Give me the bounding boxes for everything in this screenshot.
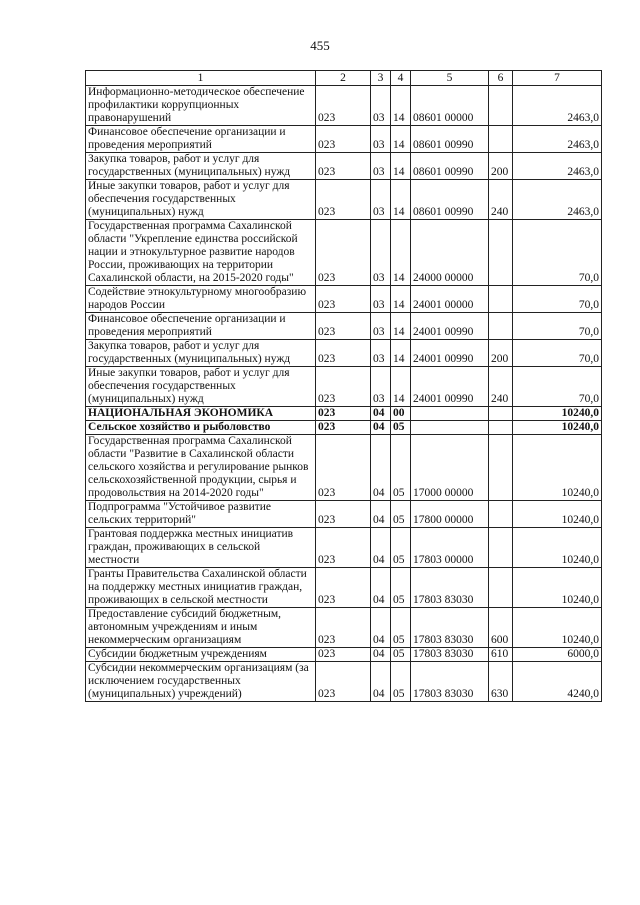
header-cell: 3 (371, 71, 391, 86)
cell-target-article: 24001 00990 (411, 367, 489, 407)
row-name: Государственная программа Сахалинской области "Развитие в Сахалинской области сельского хозяйства и регулирование рынков сельскохозяйственной продукции, сырья и продовольствия на 2014-2020 годы" (86, 435, 316, 501)
cell-amount: 70,0 (513, 220, 602, 286)
cell-section: 03 (371, 313, 391, 340)
cell-subsection: 14 (391, 286, 411, 313)
row-name: Закупка товаров, работ и услуг для государственных (муниципальных) нужд (86, 153, 316, 180)
cell-target-article: 24001 00990 (411, 313, 489, 340)
cell-section: 04 (371, 528, 391, 568)
cell-expense-type (489, 501, 513, 528)
cell-amount: 6000,0 (513, 648, 602, 662)
cell-target-article: 24000 00000 (411, 220, 489, 286)
cell-subsection: 05 (391, 501, 411, 528)
cell-subsection: 14 (391, 153, 411, 180)
cell-subsection: 05 (391, 435, 411, 501)
cell-section: 03 (371, 126, 391, 153)
cell-ministry-code: 023 (316, 153, 371, 180)
table-row (86, 528, 602, 568)
cell-amount: 70,0 (513, 340, 602, 367)
cell-ministry-code: 023 (316, 220, 371, 286)
cell-target-article: 17803 83030 (411, 608, 489, 648)
row-name: Информационно-методическое обеспечение профилактики коррупционных правонарушений (86, 86, 316, 126)
cell-ministry-code: 023 (316, 648, 371, 662)
cell-subsection: 05 (391, 648, 411, 662)
cell-amount: 2463,0 (513, 126, 602, 153)
row-name: Иные закупки товаров, работ и услуг для обеспечения государственных (муниципальных) нужд (86, 367, 316, 407)
cell-subsection: 05 (391, 608, 411, 648)
cell-section: 04 (371, 648, 391, 662)
cell-subsection: 05 (391, 568, 411, 608)
cell-section: 04 (371, 407, 391, 421)
cell-section: 03 (371, 86, 391, 126)
header-row (86, 71, 602, 86)
cell-ministry-code: 023 (316, 421, 371, 435)
cell-expense-type (489, 86, 513, 126)
page-number: 455 (310, 38, 330, 53)
cell-expense-type (489, 126, 513, 153)
cell-amount: 2463,0 (513, 86, 602, 126)
cell-amount: 10240,0 (513, 528, 602, 568)
cell-subsection: 05 (391, 662, 411, 702)
cell-amount: 10240,0 (513, 568, 602, 608)
cell-expense-type (489, 528, 513, 568)
table-row (86, 153, 602, 180)
cell-ministry-code: 023 (316, 180, 371, 220)
cell-amount: 2463,0 (513, 153, 602, 180)
cell-ministry-code: 023 (316, 126, 371, 153)
cell-expense-type: 240 (489, 180, 513, 220)
cell-section: 03 (371, 153, 391, 180)
cell-amount: 70,0 (513, 286, 602, 313)
cell-subsection: 14 (391, 86, 411, 126)
cell-ministry-code: 023 (316, 568, 371, 608)
cell-target-article: 17000 00000 (411, 435, 489, 501)
cell-target-article: 17803 00000 (411, 528, 489, 568)
cell-ministry-code: 023 (316, 340, 371, 367)
cell-expense-type: 200 (489, 340, 513, 367)
row-name: НАЦИОНАЛЬНАЯ ЭКОНОМИКА (86, 407, 316, 421)
cell-amount: 2463,0 (513, 180, 602, 220)
cell-section: 03 (371, 180, 391, 220)
cell-ministry-code: 023 (316, 608, 371, 648)
header-cell: 7 (513, 71, 602, 86)
row-name: Подпрограмма "Устойчивое развитие сельских территорий" (86, 501, 316, 528)
cell-subsection: 14 (391, 126, 411, 153)
cell-subsection: 05 (391, 421, 411, 435)
row-name: Субсидии бюджетным учреждениям (86, 648, 316, 662)
cell-target-article: 24001 00990 (411, 340, 489, 367)
cell-target-article: 17803 83030 (411, 568, 489, 608)
cell-section: 04 (371, 608, 391, 648)
cell-target-article: 08601 00990 (411, 126, 489, 153)
cell-amount: 10240,0 (513, 501, 602, 528)
cell-expense-type (489, 407, 513, 421)
cell-target-article: 17800 00000 (411, 501, 489, 528)
table-row (86, 180, 602, 220)
cell-expense-type (489, 568, 513, 608)
header-cell: 1 (86, 71, 316, 86)
header-cell: 2 (316, 71, 371, 86)
row-name: Закупка товаров, работ и услуг для государственных (муниципальных) нужд (86, 340, 316, 367)
cell-subsection: 14 (391, 340, 411, 367)
cell-ministry-code: 023 (316, 528, 371, 568)
cell-section: 04 (371, 501, 391, 528)
cell-ministry-code: 023 (316, 435, 371, 501)
cell-ministry-code: 023 (316, 313, 371, 340)
cell-section: 04 (371, 568, 391, 608)
cell-target-article: 08601 00000 (411, 86, 489, 126)
cell-target-article (411, 421, 489, 435)
cell-ministry-code: 023 (316, 501, 371, 528)
cell-expense-type: 200 (489, 153, 513, 180)
budget-table (85, 70, 602, 702)
cell-expense-type (489, 435, 513, 501)
cell-subsection: 14 (391, 220, 411, 286)
cell-section: 04 (371, 421, 391, 435)
row-name: Сельское хозяйство и рыболовство (86, 421, 316, 435)
table-row (86, 648, 602, 662)
cell-expense-type: 600 (489, 608, 513, 648)
cell-ministry-code: 023 (316, 662, 371, 702)
row-name: Финансовое обеспечение организации и проведения мероприятий (86, 313, 316, 340)
cell-target-article: 17803 83030 (411, 648, 489, 662)
table-row (86, 568, 602, 608)
table-row (86, 501, 602, 528)
cell-expense-type (489, 220, 513, 286)
cell-expense-type (489, 286, 513, 313)
cell-section: 03 (371, 340, 391, 367)
cell-subsection: 00 (391, 407, 411, 421)
table-row (86, 220, 602, 286)
cell-ministry-code: 023 (316, 286, 371, 313)
header-cell: 5 (411, 71, 489, 86)
cell-amount: 10240,0 (513, 435, 602, 501)
cell-target-article: 24001 00000 (411, 286, 489, 313)
cell-expense-type (489, 421, 513, 435)
table-row (86, 340, 602, 367)
row-name: Грантовая поддержка местных инициатив граждан, проживающих в сельской местности (86, 528, 316, 568)
cell-ministry-code: 023 (316, 86, 371, 126)
table-row (86, 286, 602, 313)
cell-expense-type: 610 (489, 648, 513, 662)
row-name: Финансовое обеспечение организации и проведения мероприятий (86, 126, 316, 153)
row-name: Предоставление субсидий бюджетным, автономным учреждениям и иным некоммерческим организациям (86, 608, 316, 648)
cell-section: 03 (371, 220, 391, 286)
cell-subsection: 05 (391, 528, 411, 568)
cell-amount: 4240,0 (513, 662, 602, 702)
table-row (86, 407, 602, 421)
header-cell: 4 (391, 71, 411, 86)
cell-target-article: 08601 00990 (411, 180, 489, 220)
cell-target-article: 17803 83030 (411, 662, 489, 702)
cell-subsection: 14 (391, 180, 411, 220)
cell-expense-type: 240 (489, 367, 513, 407)
table-row (86, 313, 602, 340)
row-name: Содействие этнокультурному многообразию народов России (86, 286, 316, 313)
cell-section: 04 (371, 435, 391, 501)
row-name: Гранты Правительства Сахалинской области на поддержку местных инициатив граждан, проживающих в сельской местности (86, 568, 316, 608)
cell-section: 03 (371, 286, 391, 313)
row-name: Государственная программа Сахалинской области "Укрепление единства российской нации и этнокультурное развитие народов России, проживающих на территории Сахалинской области, на 2015-2020 годы" (86, 220, 316, 286)
row-name: Иные закупки товаров, работ и услуг для обеспечения государственных (муниципальных) нужд (86, 180, 316, 220)
cell-subsection: 14 (391, 313, 411, 340)
cell-ministry-code: 023 (316, 407, 371, 421)
table-row (86, 126, 602, 153)
table-row (86, 608, 602, 648)
cell-amount: 10240,0 (513, 608, 602, 648)
header-cell: 6 (489, 71, 513, 86)
table-row (86, 367, 602, 407)
cell-amount: 70,0 (513, 367, 602, 407)
cell-amount: 10240,0 (513, 407, 602, 421)
row-name: Субсидии некоммерческим организациям (за исключением государственных (муниципальных) учреждений) (86, 662, 316, 702)
cell-amount: 70,0 (513, 313, 602, 340)
cell-section: 04 (371, 662, 391, 702)
table-row (86, 662, 602, 702)
cell-expense-type (489, 313, 513, 340)
cell-target-article (411, 407, 489, 421)
cell-target-article: 08601 00990 (411, 153, 489, 180)
cell-ministry-code: 023 (316, 367, 371, 407)
cell-section: 03 (371, 367, 391, 407)
table-row (86, 421, 602, 435)
cell-expense-type: 630 (489, 662, 513, 702)
table-row (86, 435, 602, 501)
cell-subsection: 14 (391, 367, 411, 407)
table-row (86, 86, 602, 126)
cell-amount: 10240,0 (513, 421, 602, 435)
